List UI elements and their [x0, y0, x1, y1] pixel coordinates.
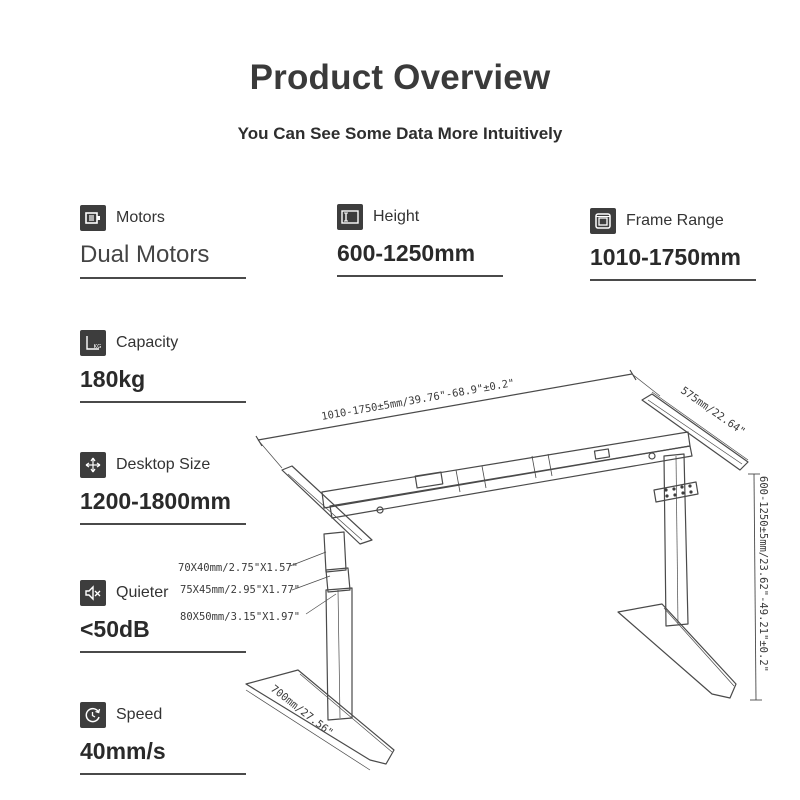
spec-desktop-size-label: Desktop Size: [116, 456, 211, 473]
spec-frame-range-value: 1010-1750mm: [590, 244, 741, 270]
left-top-bracket: [282, 466, 372, 544]
crossbeam: [322, 432, 690, 508]
tube-size-1-label: 70X40mm/2.75"X1.57": [178, 562, 299, 574]
spec-motors-value: Dual Motors: [80, 241, 210, 268]
control-box: [415, 472, 443, 488]
tube-size-3-label: 80X50mm/3.15"X1.97": [180, 611, 301, 623]
spec-motors-label: Motors: [116, 209, 165, 226]
spec-speed-value: 40mm/s: [80, 738, 166, 764]
spec-quieter-value: <50dB: [80, 616, 150, 642]
page-subtitle: You Can See Some Data More Intuitively: [237, 124, 563, 143]
page-title: Product Overview: [249, 58, 551, 97]
right-foot: [618, 604, 736, 698]
spec-capacity-value: 180kg: [80, 366, 146, 392]
spec-height-label: Height: [373, 208, 420, 225]
width-dimension-line: [256, 370, 660, 468]
spec-desktop-size-value: 1200-1800mm: [80, 488, 231, 514]
height-dimension-label: 600-1250±5mm/23.62"-49.21"±0.2": [757, 476, 769, 672]
foot-dimension-label: 700mm/27.56": [268, 682, 336, 740]
left-leg-upper: [324, 532, 346, 572]
spec-height-value: 600-1250mm: [337, 240, 476, 266]
spec-speed-label: Speed: [116, 706, 163, 723]
tube-size-2-label: 75X45mm/2.95"X1.77": [180, 584, 301, 596]
spec-frame-range-label: Frame Range: [626, 212, 724, 229]
width-dimension-label: 1010-1750±5mm/39.76"-68.9"±0.2": [320, 377, 516, 423]
spec-quieter-label: Quieter: [116, 584, 169, 601]
kg-icon-text: KG: [93, 344, 102, 350]
spec-capacity-label: Capacity: [116, 334, 179, 351]
depth-dimension-label: 575mm/22.64": [678, 384, 748, 438]
